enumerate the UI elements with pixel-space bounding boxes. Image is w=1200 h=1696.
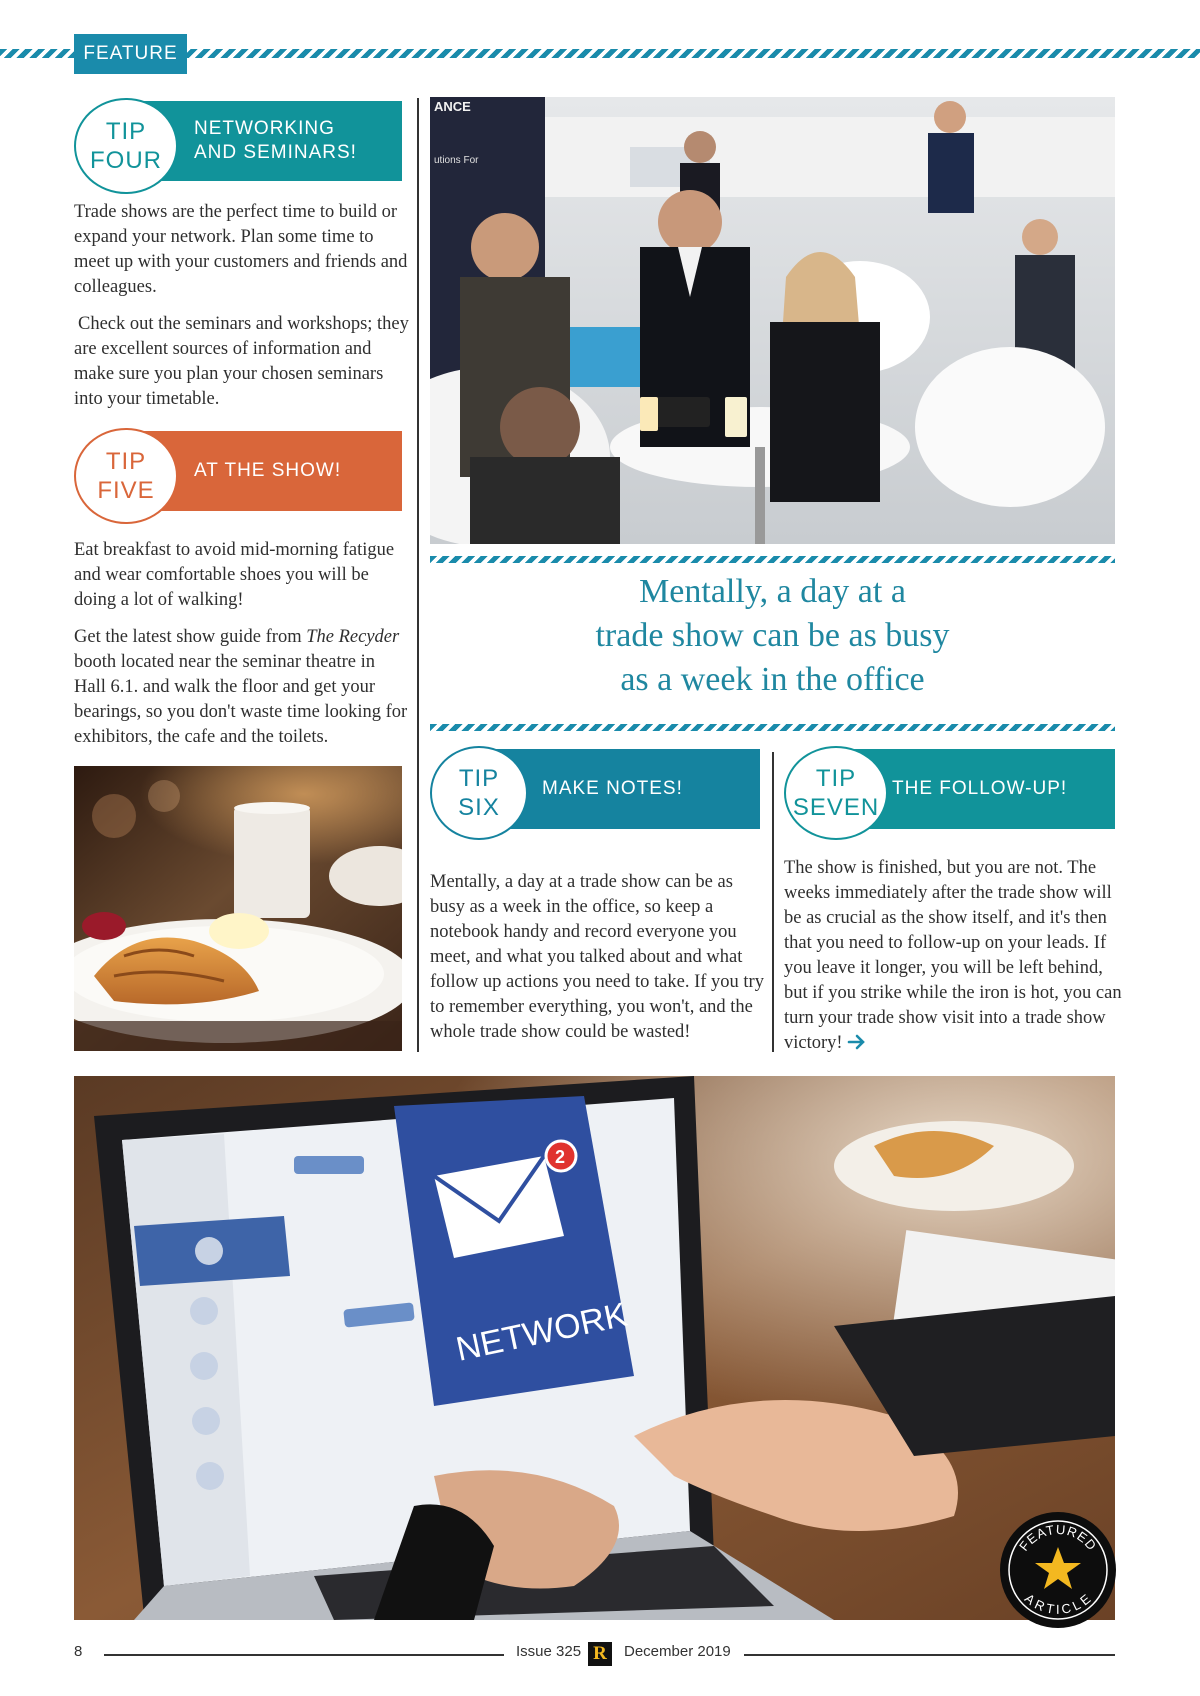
- tip-five-number-line1: TIP: [105, 447, 147, 475]
- tip-seven-number-line1: TIP: [815, 764, 857, 792]
- tip-six-title: MAKE NOTES!: [542, 778, 683, 800]
- tip-four-number-circle: [74, 98, 178, 194]
- section-tag: FEATURE: [74, 34, 187, 74]
- tip-four-paragraph-1: Trade shows are the perfect time to build or expand your network. Plan some time to meet up with your customers and friends and colleagues.: [74, 202, 408, 297]
- magazine-logo: R: [588, 1642, 612, 1666]
- page-number: 8: [74, 1643, 83, 1660]
- tip-four-paragraph-2: Check out the seminars and workshops; they are excellent sources of information and make sure you plan your chosen seminars into your timetable.: [74, 314, 409, 409]
- tip-four-title-line1: NETWORKING: [194, 118, 335, 140]
- column-divider-right: [772, 752, 774, 1052]
- tip-four-title-line2: AND SEMINARS!: [194, 142, 357, 163]
- footer-rule-right: [744, 1654, 1115, 1656]
- trade-show-meeting-photo: [430, 97, 1115, 544]
- pull-quote-top-rule: [430, 556, 1115, 563]
- breakfast-photo: [74, 766, 402, 1051]
- tip-seven-body: [784, 856, 1124, 1068]
- pull-quote-line2: trade show can be as busy: [595, 617, 950, 654]
- tip-six-paragraph: Mentally, a day at a trade show can be as busy as a week in the office, so keep a notebook handy and record everyone you meet, and what you talked about and what follow up actions you need to take. If you try to remember everything, you won't, and the whole trade show could be wasted!: [430, 872, 764, 1042]
- badge-top-text: FEATURED: [1016, 1521, 1100, 1554]
- tip-six-number-line2: SIX: [458, 794, 500, 821]
- tip-seven-paragraph-text: The show is finished, but you are not. The weeks immediately after the trade show will be as crucial as the show itself, and it's then that you need to follow-up on your leads. If you leave it longer, you will be left behind, but if you strike while the iron is hot, you can turn your trade show visit into a trade show victory!: [784, 858, 1122, 1053]
- tip-seven-title: THE FOLLOW-UP!: [892, 778, 1068, 800]
- tip-four-header: [74, 98, 402, 178]
- tip-four-number-line1: TIP: [105, 117, 147, 145]
- tip-five-body: [74, 538, 409, 762]
- tip-five-title: AT THE SHOW!: [194, 460, 342, 482]
- tip-five-number-line2: FIVE: [97, 477, 155, 504]
- pull-quote: [430, 570, 1115, 702]
- footer-rule-left: [104, 1654, 504, 1656]
- booth-sign-subtext: utions For: [434, 155, 479, 166]
- tip-five-number-circle: [74, 428, 178, 524]
- tip-five-paragraph-1: Eat breakfast to avoid mid-morning fatigue and wear comfortable shoes you will be doing a lot of walking!: [74, 540, 395, 610]
- magazine-name: The Recyder: [306, 627, 400, 647]
- tip-five-paragraph-2: [74, 625, 409, 750]
- column-divider-left: [417, 98, 419, 1052]
- laptop-network-photo: [74, 1076, 1115, 1620]
- issue-date: December 2019: [624, 1643, 731, 1660]
- notification-badge-count: 2: [555, 1147, 566, 1167]
- issue-number: Issue 325: [516, 1643, 582, 1660]
- badge-bottom-text: ARTICLE: [1021, 1590, 1095, 1617]
- tip-five-paragraph-2-start: Get the latest show guide from: [74, 627, 307, 647]
- featured-article-badge: [998, 1510, 1118, 1630]
- tip-seven-header: [784, 746, 1115, 826]
- tip-seven-number-circle: [784, 746, 888, 840]
- tip-five-header: [74, 428, 402, 508]
- pull-quote-line3: as a week in the office: [620, 661, 925, 698]
- arrow-right-icon: [847, 1034, 867, 1050]
- tip-four-body: [74, 200, 409, 424]
- tip-six-header: [430, 746, 760, 826]
- tip-six-body: [430, 870, 766, 1057]
- pull-quote-line1: Mentally, a day at a: [639, 573, 906, 610]
- booth-sign-text: ANCE: [434, 99, 471, 114]
- network-card-label: NETWORK: [452, 1295, 631, 1369]
- tip-seven-paragraph: [784, 856, 1124, 1056]
- tip-six-number-line1: TIP: [458, 764, 500, 792]
- tip-four-number-line2: FOUR: [90, 147, 162, 174]
- tip-seven-number-line2: SEVEN: [792, 794, 880, 821]
- tip-five-paragraph-2-end: booth located near the seminar theatre in Hall 6.1. and walk the floor and get your bearings, so you don't waste time looking for exhibitors, the cafe and the toilets.: [74, 652, 408, 747]
- tip-six-number-circle: [430, 746, 528, 840]
- pull-quote-bottom-rule: [430, 724, 1115, 731]
